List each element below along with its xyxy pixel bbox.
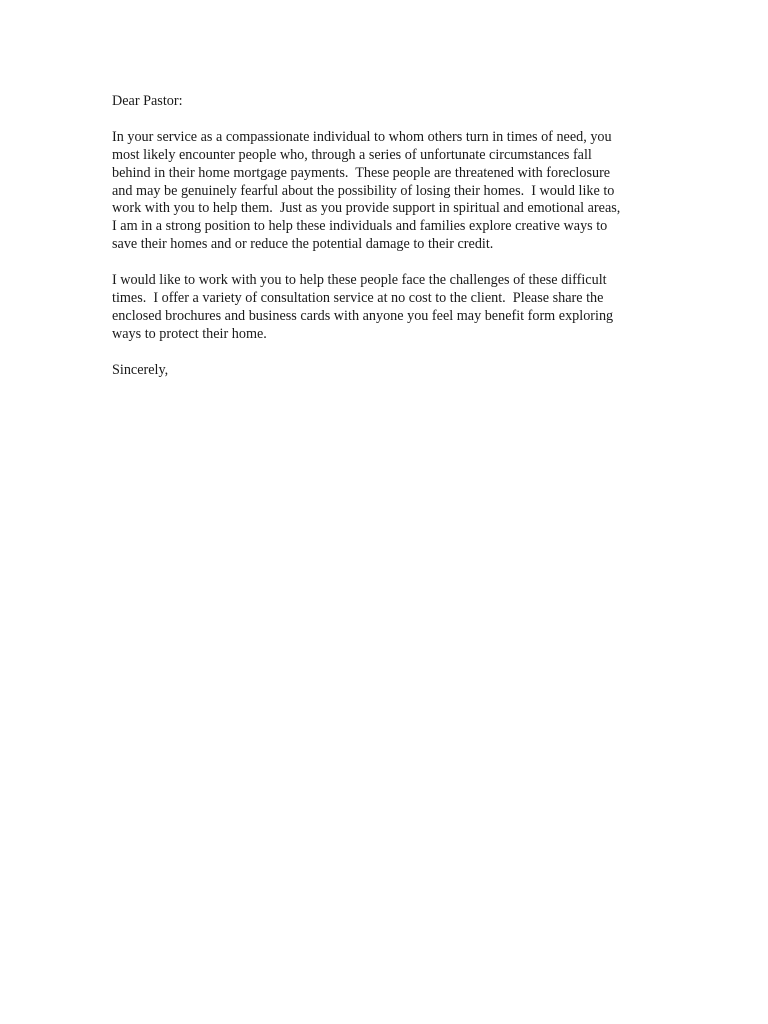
paragraph-1-line: In your service as a compassionate individual to whom others turn in times of need, you bbox=[112, 128, 612, 145]
paragraph-1-line: save their homes and or reduce the potential damage to their credit. bbox=[112, 236, 494, 253]
letter-body bbox=[112, 93, 672, 379]
paragraph-2-line: enclosed brochures and business cards with anyone you feel may benefit form exploring bbox=[112, 307, 614, 324]
paragraph-gap bbox=[112, 111, 672, 129]
paragraph-gap bbox=[112, 344, 672, 362]
paragraph-1-line: I am in a strong position to help these individuals and families explore creative ways to bbox=[112, 218, 608, 235]
paragraph-gap bbox=[112, 254, 672, 272]
paragraph-1-line: most likely encounter people who, through a series of unfortunate circumstances fall bbox=[112, 146, 592, 163]
salutation: Dear Pastor: bbox=[112, 93, 183, 109]
paragraph-2 bbox=[112, 272, 672, 344]
paragraph-2-line: times. I offer a variety of consultation service at no cost to the client. Please share the bbox=[112, 289, 604, 306]
paragraph-1-line: behind in their home mortgage payments. These people are threatened with foreclosure bbox=[112, 164, 611, 181]
paragraph-2-line: I would like to work with you to help these people face the challenges of these difficult bbox=[112, 272, 607, 289]
closing: Sincerely, bbox=[112, 361, 169, 378]
paragraph-1 bbox=[112, 129, 672, 254]
paragraph-2-line: ways to protect their home. bbox=[112, 325, 267, 342]
paragraph-1-line: and may be genuinely fearful about the possibility of losing their homes. I would like to bbox=[112, 182, 615, 199]
paragraph-1-line: work with you to help them. Just as you provide support in spiritual and emotional areas, bbox=[112, 200, 621, 217]
